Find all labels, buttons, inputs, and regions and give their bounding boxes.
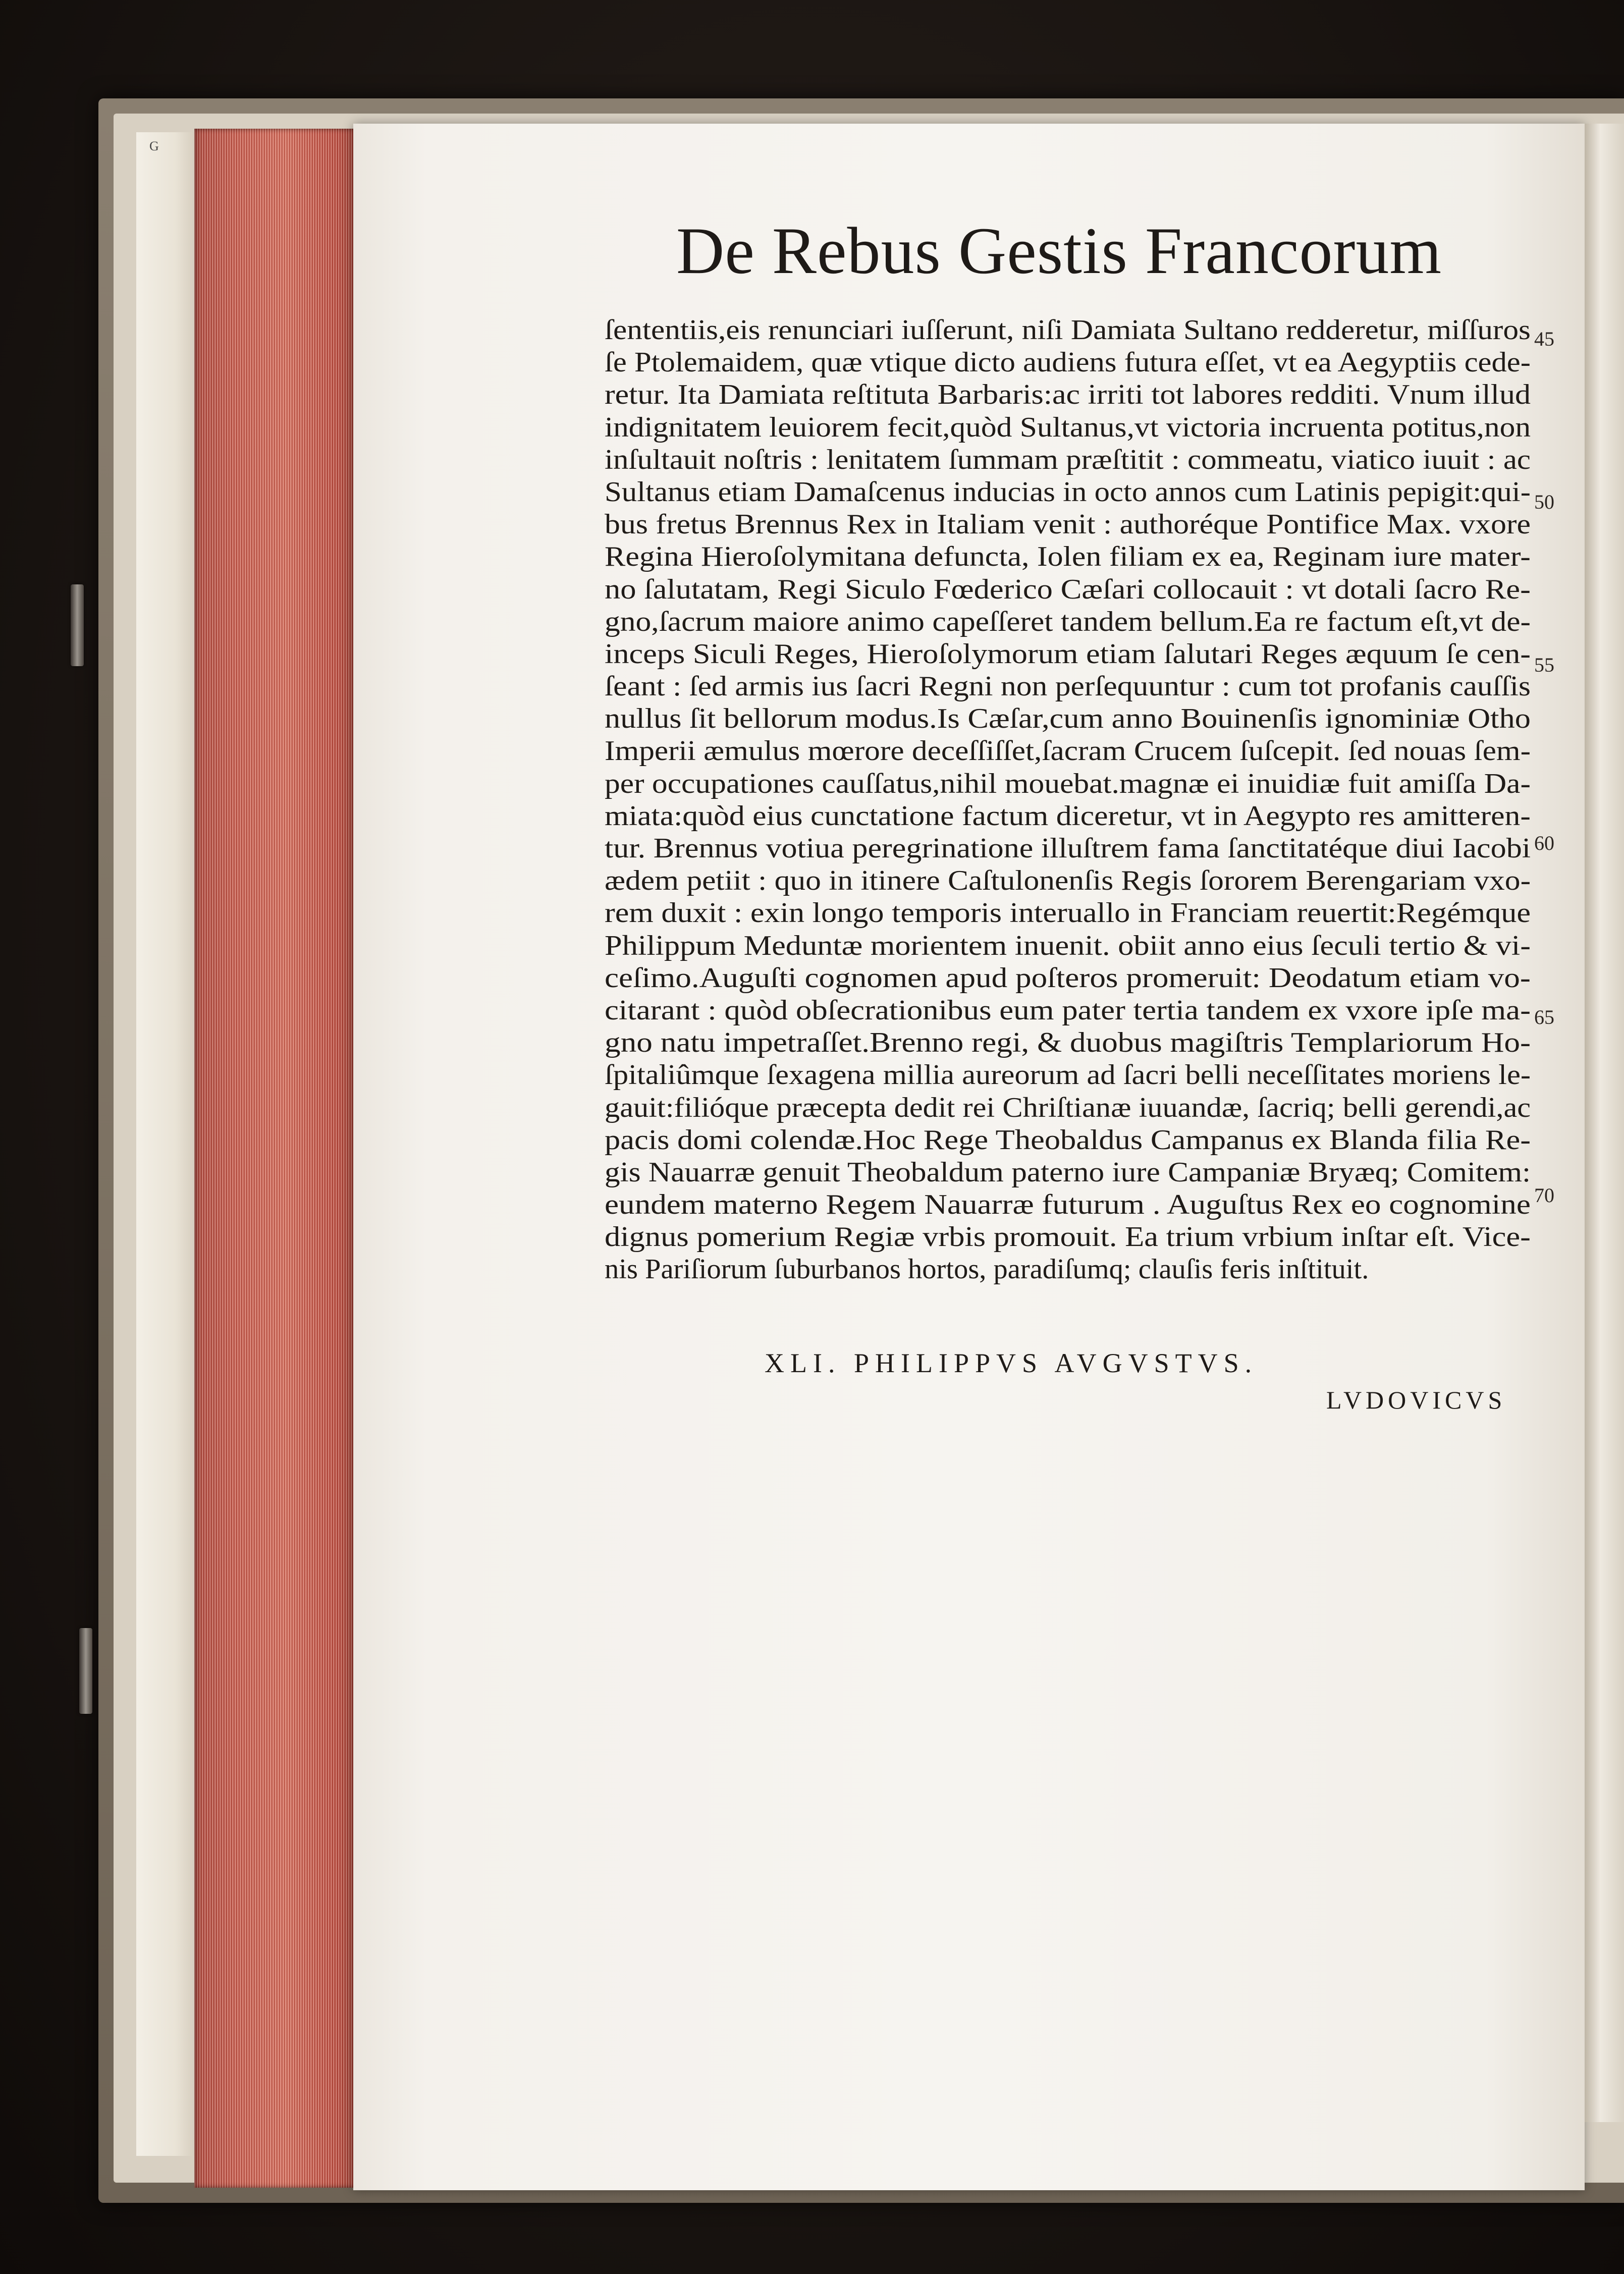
clasp-top (71, 584, 84, 666)
text-line: citarant : quòd obſecrationibus eum pater tertia tandem ex vxore ipſe ma- (605, 994, 1531, 1026)
text-line: Sultanus etiam Damaſcenus inducias in octo annos cum Latinis pepigit:qui- (605, 476, 1531, 508)
text-line: miata:quòd eius cunctatione factum diceretur, vt in Aegypto res amitteren- (605, 800, 1531, 832)
body-text (605, 314, 1531, 1286)
line-number: 65 (1534, 1006, 1554, 1028)
tab-label: G (149, 139, 159, 153)
text-line: per occupationes cauſſatus,nihil mouebat.magnæ ei inuidiæ fuit amiſſa Da- (605, 768, 1531, 799)
text-line: pacis domi colendæ.Hoc Rege Theobaldus Campanus ex Blanda filia Re- (605, 1124, 1531, 1156)
facing-page-edge (1585, 124, 1624, 2122)
catchword: LVDOVICVS (1326, 1386, 1506, 1414)
line-number: 60 (1534, 832, 1554, 854)
text-line: inſultauit noſtris : lenitatem ſummam præſtitit : commeatu, viatico iuuit : ac (605, 444, 1531, 475)
line-number: 55 (1534, 654, 1554, 676)
text-line: tur. Brennus votiua peregrinatione illuſtrem fama ſanctitatéque diui Iacobi (605, 833, 1531, 864)
text-line: Regina Hieroſolymitana defuncta, Iolen filiam ex ea, Reginam iure mater- (605, 541, 1531, 573)
text-line: ceſimo.Auguſti cognomen apud poſteros promeruit: Deodatum etiam vo- (605, 962, 1531, 994)
running-head: De Rebus Gestis Francorum (676, 213, 1442, 288)
text-line: gno natu impetraſſet.Brenno regi, & duobus magiſtris Templariorum Ho- (605, 1027, 1531, 1059)
line-number: 50 (1534, 491, 1554, 513)
text-line: ſe Ptolemaidem, quæ vtique dicto audiens futura eſſet, vt ea Aegyptiis cede- (605, 347, 1531, 378)
text-line: Philippum Meduntæ morientem inuenit. obiit anno eius ſeculi tertio & vi- (605, 930, 1531, 961)
text-line: no ſalutatam, Regi Siculo Fœderico Cæſari collocauit : vt dotali ſacro Re- (605, 573, 1531, 605)
text-line: Imperii æmulus mœrore deceſſiſſet,ſacram Crucem ſuſcepit. ſed nouas ſem- (605, 735, 1531, 767)
line-number: 70 (1534, 1184, 1554, 1207)
text-line: rem duxit : exin longo temporis interuallo in Franciam reuertit:Regémque (605, 897, 1531, 929)
text-line: ſeant : ſed armis ius ſacri Regni non perſequuntur : cum tot profanis cauſſis (605, 671, 1531, 702)
line-number: 45 (1534, 328, 1554, 350)
text-line: nullus ſit bellorum modus.Is Cæſar,cum anno Bouinenſis ignominiæ Otho (605, 703, 1531, 735)
text-line: dignus pomerium Regiæ vrbis promouit. Ea trium vrbium inſtar eſt. Vice- (605, 1221, 1531, 1253)
clasp-bottom (79, 1628, 92, 1714)
chapter-heading: XLI. PHILIPPVS AVGVSTVS. (765, 1348, 1258, 1378)
text-line: nis Pariſiorum ſuburbanos hortos, paradiſumq; clauſis feris inſtituit. (605, 1254, 1369, 1285)
text-line: retur. Ita Damiata reſtituta Barbaris:ac irriti tot labores redditi. Vnum illud (605, 379, 1531, 411)
text-line: ſententiis,eis renunciari iuſſerunt, niſi Damiata Sultano redderetur, miſſuros (605, 314, 1531, 346)
text-line: indignitatem leuiorem fecit,quòd Sultanus,vt victoria incruenta potitus,non (605, 411, 1531, 443)
text-line: ædem petiit : quo in itinere Caſtulonenſis Regis ſororem Berengariam vxo- (605, 865, 1531, 897)
text-line: inceps Siculi Reges, Hieroſolymorum etiam ſalutari Reges æquum ſe cen- (605, 638, 1531, 670)
text-line: gis Nauarræ genuit Theobaldum paterno iure Campaniæ Bryæq; Comitem: (605, 1156, 1531, 1188)
text-line: eundem materno Regem Nauarræ futurum . Auguſtus Rex eo cognomine (605, 1189, 1531, 1221)
text-line: gno,ſacrum maiore animo capeſſeret tandem bellum.Ea re factum eſt,vt de- (605, 606, 1531, 637)
text-line: ſpitaliûmque ſexagena millia aureorum ad ſacri belli neceſſitates moriens le- (605, 1059, 1531, 1091)
text-line: bus fretus Brennus Rex in Italiam venit : authoréque Pontifice Max. vxore (605, 509, 1531, 540)
text-line: gauit:filióque præcepta dedit rei Chriſtianæ iuuandæ, ſacriq; belli gerendi,ac (605, 1092, 1531, 1123)
flyleaf-stack (136, 132, 202, 2156)
red-page-edges (194, 129, 361, 2188)
